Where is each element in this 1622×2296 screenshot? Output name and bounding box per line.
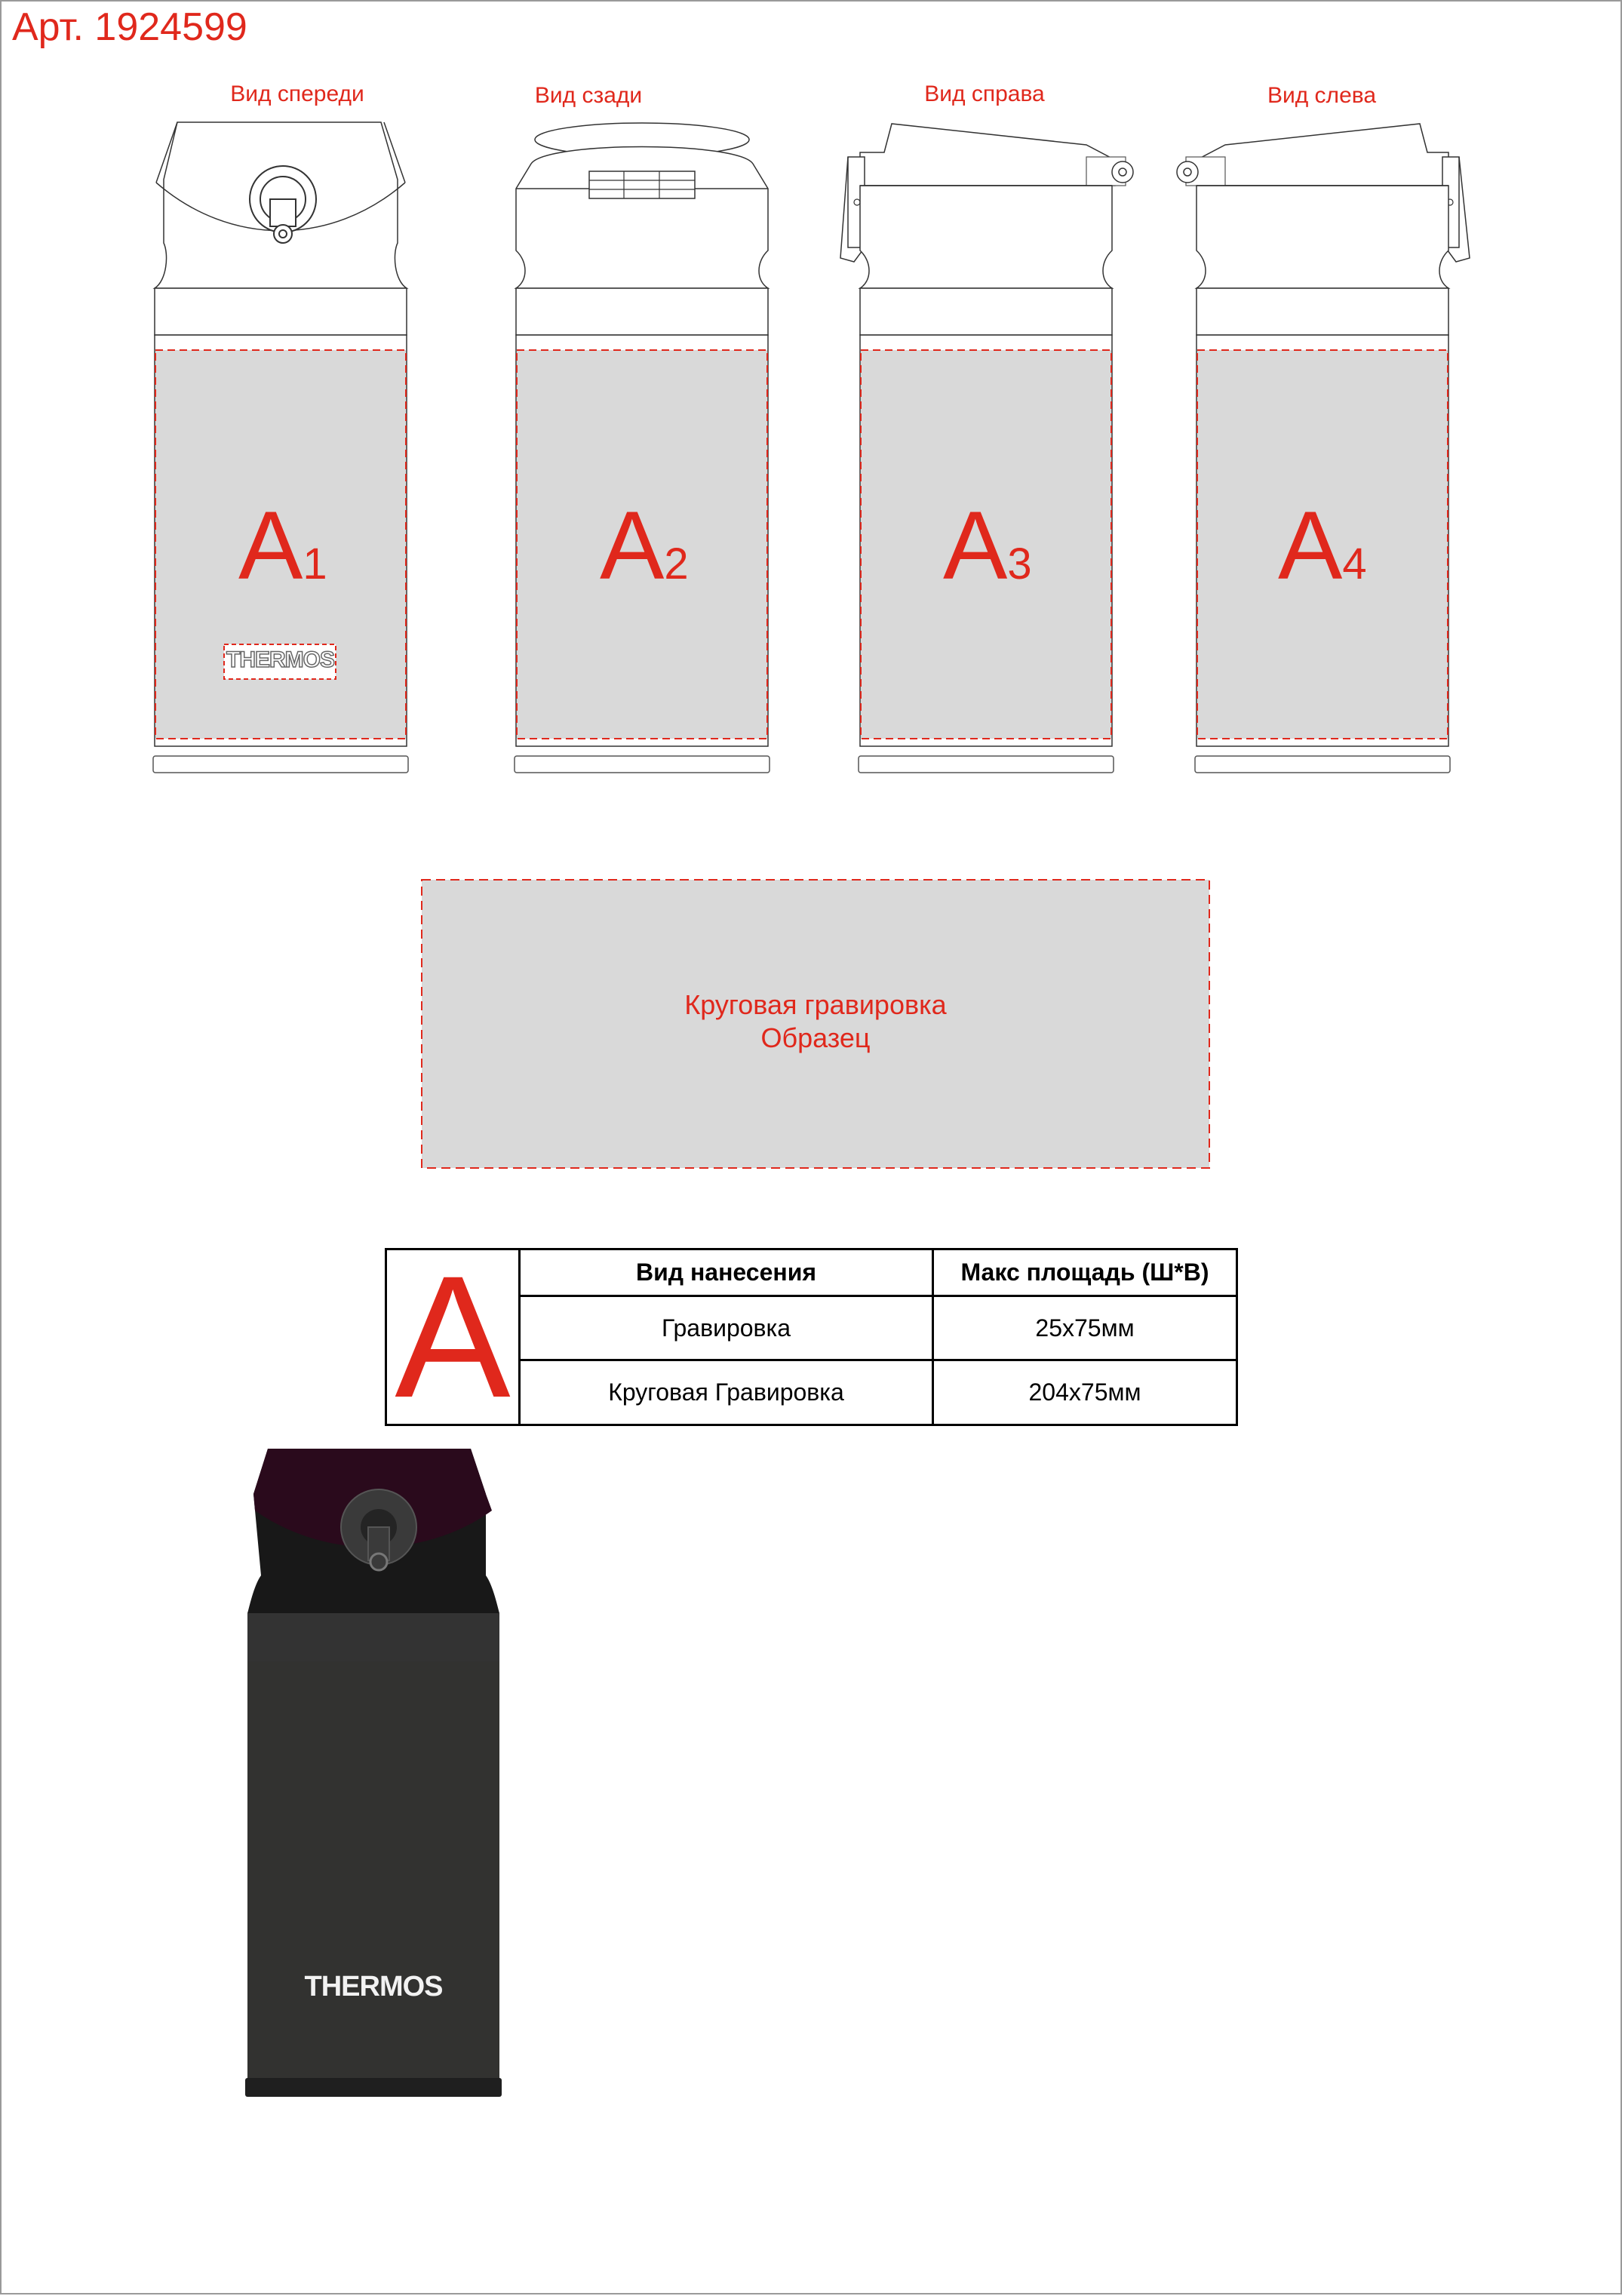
zone-label-a2 [600, 492, 689, 600]
article-number: Арт. 1924599 [12, 5, 247, 49]
zone-number: 4 [1342, 539, 1367, 589]
table-cell-area: 25x75мм [933, 1296, 1237, 1360]
spec-table [385, 1240, 1238, 1434]
table-cell-method: Круговая Гравировка [520, 1360, 933, 1425]
zone-label-a1 [238, 492, 327, 600]
table-cell-area: 204x75мм [933, 1360, 1237, 1425]
product-logo: THERMOS [304, 1971, 443, 2002]
zone-label-a4 [1278, 492, 1367, 600]
view-label-right: Вид справа [924, 81, 1045, 106]
table-zone-letter: A [386, 1249, 520, 1425]
zone-letter: A [1278, 492, 1343, 600]
table-header-method: Вид нанесения [520, 1249, 933, 1296]
zone-letter: A [238, 492, 303, 600]
zone-label-a3 [943, 492, 1032, 600]
view-label-front: Вид спереди [230, 81, 364, 106]
circular-engrave-caption [422, 988, 1209, 1055]
view-label-back: Вид сзади [534, 83, 643, 108]
zone-number: 1 [303, 539, 327, 589]
zone-number: 2 [664, 539, 689, 589]
circular-engrave-title: Круговая гравировка [684, 989, 947, 1020]
table-header-area: Макс площадь (Ш*В) [933, 1249, 1237, 1296]
view-label-left: Вид слева [1267, 83, 1377, 108]
zone-letter: A [943, 492, 1008, 600]
table-cell-method: Гравировка [520, 1296, 933, 1360]
zone-letter: A [600, 492, 665, 600]
zone-number: 3 [1007, 539, 1032, 589]
logo-outline-text: THERMOS [226, 647, 334, 672]
circular-engrave-sample: Образец [760, 1022, 871, 1053]
technical-drawing [2, 2, 1622, 2296]
